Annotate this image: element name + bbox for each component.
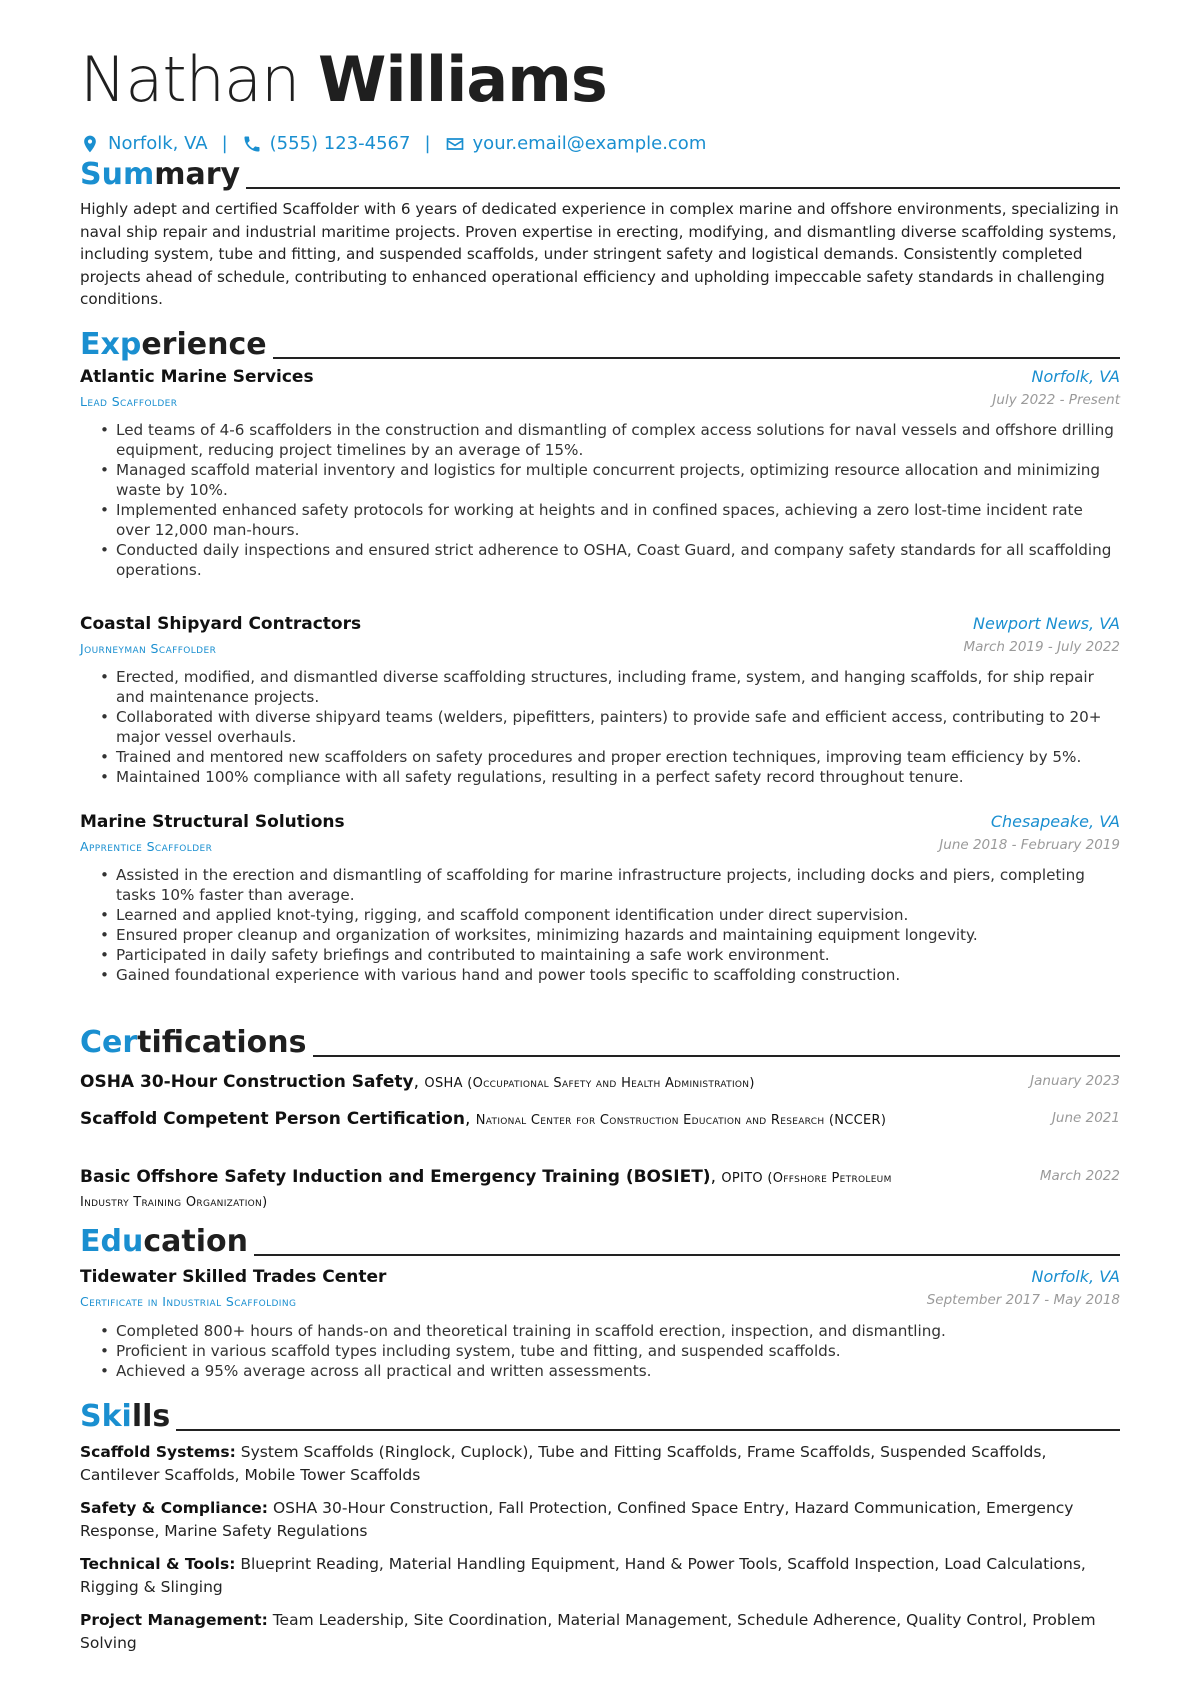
section-rule [313, 1055, 1120, 1057]
experience-heading-highlight: Exp [80, 327, 142, 362]
summary-text: Highly adept and certified Scaffolder with 6 years of dedicated experience in complex marine and offshore environments, specializing in naval ship repair and industrial maritime projects. Proven expertise in erecting, modifying, and dismantling diverse scaffolding systems, including system, tube and fitting, and suspended scaffolds, under stringent safety and logistical demands. Consistently completed projects ahead of schedule, contributing to enhanced operational efficiency and upholding impeccable safety standards in challenging conditions. [80, 200, 1119, 308]
skill-values: OSHA 30-Hour Construction, Fall Protection, Confined Space Entry, Hazard Communication, Emergency Response, Marine Safety Regulations [80, 1499, 1074, 1540]
education-heading-rest: cation [143, 1224, 248, 1259]
list-item: • Trained and mentored new scaffolders on safety procedures and proper erection techniques, improving team efficiency by 5%. [100, 747, 1120, 767]
first-name: Nathan [80, 43, 300, 116]
skill-category: Project Management: [80, 1611, 268, 1629]
location-text: Norfolk, VA [108, 133, 208, 154]
certifications-heading-highlight: Cer [80, 1025, 138, 1060]
envelope-icon [445, 134, 465, 154]
phone-text: (555) 123-4567 [269, 133, 411, 154]
section-rule [254, 1254, 1120, 1256]
certification-date: March 2022 [1039, 1168, 1120, 1184]
skills-heading-rest: lls [131, 1399, 171, 1434]
skill-row [80, 1609, 1120, 1655]
phone-icon [242, 134, 262, 154]
list-item: • Gained foundational experience with various hand and power tools specific to scaffolding construction. [100, 965, 1120, 985]
list-item: • Proficient in various scaffold types including system, tube and fitting, and suspended scaffolds. [100, 1341, 1120, 1361]
email-link[interactable]: your.email@example.com [472, 133, 707, 154]
skill-values: Blueprint Reading, Material Handling Equipment, Hand & Power Tools, Scaffold Inspection, Load Calculations, Rigging & Slinging [80, 1555, 1086, 1596]
section-rule [176, 1429, 1120, 1431]
job-organization: Coastal Shipyard Contractors [80, 614, 362, 634]
job-role: Journeyman Scaffolder [80, 641, 217, 656]
contact-separator: | [424, 133, 431, 154]
list-item: • Erected, modified, and dismantled diverse scaffolding structures, including frame, system, and hanging scaffolds, for ship repair and maintenance projects. [100, 667, 1120, 707]
phone-item[interactable] [242, 133, 411, 154]
degree: Certificate in Industrial Scaffolding [80, 1294, 297, 1309]
skills-heading-highlight: Ski [80, 1399, 132, 1434]
contact-line [80, 133, 706, 154]
skill-values: System Scaffolds (Ringlock, Cuplock), Tube and Fitting Scaffolds, Frame Scaffolds, Suspended Scaffolds, Cantilever Scaffolds, Mobile Tower Scaffolds [80, 1443, 1047, 1484]
job-location: Chesapeake, VA [990, 812, 1120, 831]
certification-issuer: National Center for Construction Education and Research (NCCER) [475, 1113, 887, 1128]
certification-date: June 2021 [1051, 1110, 1120, 1126]
job-organization: Atlantic Marine Services [80, 367, 314, 387]
email-item[interactable] [445, 133, 707, 154]
education-bullets [100, 1321, 1120, 1381]
list-item: • Learned and applied knot-tying, rigging, and scaffold component identification under direct supervision. [100, 905, 1120, 925]
contact-separator: | [221, 133, 228, 154]
skill-category: Technical & Tools: [80, 1555, 236, 1573]
list-item: • Collaborated with diverse shipyard teams (welders, pipefitters, painters) to provide safe and efficient access, contributing to 20+ major vessel overhauls. [100, 707, 1120, 747]
skill-values: Team Leadership, Site Coordination, Material Management, Schedule Adherence, Quality Control, Problem Solving [80, 1611, 1096, 1652]
list-item: • Implemented enhanced safety protocols for working at heights and in confined spaces, achieving a zero lost-time incident rate over 12,000 man-hours. [100, 500, 1120, 540]
list-item: • Led teams of 4-6 scaffolders in the construction and dismantling of complex access solutions for naval vessels and offshore drilling equipment, reducing project timelines by an average of 15%. [100, 420, 1120, 460]
job-date: July 2022 - Present [992, 392, 1120, 408]
location-item [80, 133, 208, 154]
summary-heading-rest: mary [154, 157, 241, 192]
certification-name: Basic Offshore Safety Induction and Emergency Training (BOSIET) [80, 1167, 711, 1187]
list-item: • Achieved a 95% average across all practical and written assessments. [100, 1361, 1120, 1381]
summary-heading [80, 152, 1120, 192]
experience-heading [80, 322, 1120, 362]
certification-date: January 2023 [1030, 1073, 1120, 1089]
candidate-name [80, 44, 607, 116]
certification-issuer: OPITO (Offshore Petroleum Industry Training Organization) [80, 1171, 892, 1210]
school-name: Tidewater Skilled Trades Center [80, 1267, 387, 1287]
certification-item: OSHA 30-Hour Construction Safety, OSHA (Occupational Safety and Health Administration) January 2023 [80, 1072, 1120, 1092]
job-date: June 2018 - February 2019 [939, 837, 1120, 853]
job-entry-header [80, 367, 1120, 413]
school-location: Norfolk, VA [1031, 1267, 1120, 1286]
job-role: Lead Scaffolder [80, 394, 178, 409]
certification-name: OSHA 30-Hour Construction Safety [80, 1072, 414, 1092]
list-item: • Conducted daily inspections and ensured strict adherence to OSHA, Coast Guard, and company safety standards for all scaffolding operations. [100, 540, 1120, 580]
skill-row [80, 1553, 1120, 1599]
section-rule [273, 357, 1120, 359]
certification-item: Scaffold Competent Person Certification, National Center for Construction Education and Research (NCCER) June 2021 [80, 1109, 1120, 1129]
list-item: • Participated in daily safety briefings and contributed to maintaining a safe work environment. [100, 945, 1120, 965]
skills-heading [80, 1394, 1120, 1434]
skill-row [80, 1441, 1120, 1487]
experience-heading-rest: erience [141, 327, 267, 362]
education-entry-header [80, 1267, 1120, 1313]
education-heading-highlight: Edu [80, 1224, 144, 1259]
list-item: • Assisted in the erection and dismantling of scaffolding for marine infrastructure projects, including docks and piers, completing tasks 10% faster than average. [100, 865, 1120, 905]
certifications-heading [80, 1020, 1120, 1060]
job-role: Apprentice Scaffolder [80, 839, 213, 854]
job-entry-header [80, 614, 1120, 660]
job-bullets [100, 420, 1120, 580]
job-location: Newport News, VA [973, 614, 1120, 633]
job-date: March 2019 - July 2022 [963, 639, 1120, 655]
certification-issuer: OSHA (Occupational Safety and Health Administration) [424, 1076, 755, 1091]
skill-category: Scaffold Systems: [80, 1443, 236, 1461]
map-pin-icon [80, 134, 100, 154]
list-item: • Managed scaffold material inventory and logistics for multiple concurrent projects, optimizing resource allocation and minimizing waste by 10%. [100, 460, 1120, 500]
section-rule [246, 187, 1120, 189]
job-entry-header [80, 812, 1120, 858]
job-location: Norfolk, VA [1031, 367, 1120, 386]
job-bullets [100, 667, 1120, 787]
list-item: • Completed 800+ hours of hands-on and theoretical training in scaffold erection, inspection, and dismantling. [100, 1321, 1120, 1341]
summary-heading-highlight: Sum [80, 157, 155, 192]
certifications-heading-rest: tifications [137, 1025, 307, 1060]
skill-category: Safety & Compliance: [80, 1499, 268, 1517]
last-name: Williams [317, 43, 607, 116]
certification-name: Scaffold Competent Person Certification [80, 1109, 465, 1129]
certification-item: Basic Offshore Safety Induction and Emergency Training (BOSIET), OPITO (Offshore Petroleum Industry Training Organization) March 2022 [80, 1167, 1120, 1210]
skill-row [80, 1497, 1120, 1543]
list-item: • Ensured proper cleanup and organization of worksites, minimizing hazards and maintaining equipment longevity. [100, 925, 1120, 945]
list-item: • Maintained 100% compliance with all safety regulations, resulting in a perfect safety record throughout tenure. [100, 767, 1120, 787]
job-bullets [100, 865, 1120, 985]
school-date: September 2017 - May 2018 [926, 1292, 1120, 1308]
job-organization: Marine Structural Solutions [80, 812, 345, 832]
education-heading [80, 1219, 1120, 1259]
